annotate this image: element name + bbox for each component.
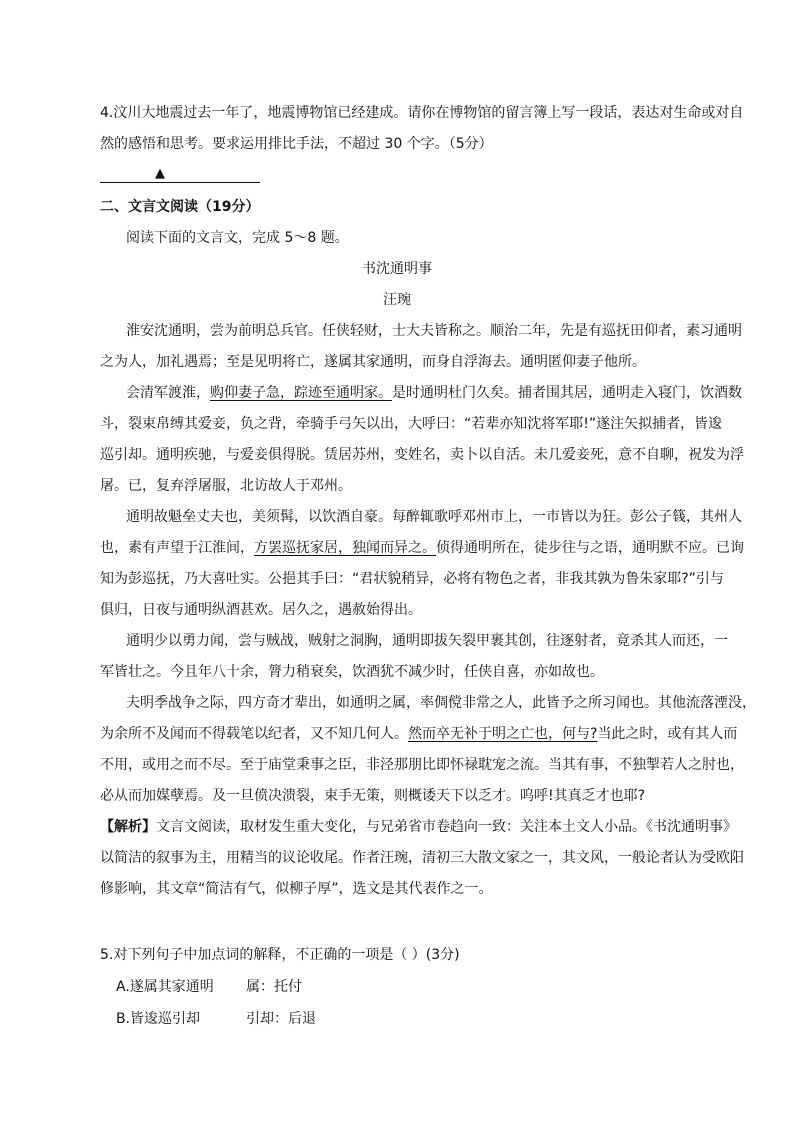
q4-line-1: 4.汶川大地震过去一年了，地震博物馆已经建成。请你在博物馆的留言簿上写一段话，表达对生命或对自 (100, 105, 744, 121)
section-heading: 二、文言文阅读（19分） (100, 199, 260, 215)
passage-title: 书沈通明事 (362, 261, 432, 277)
p1-line-2: 之为人，加礼遇焉；至是见明将亡，遂属其家通明，而身自浮海去。通明匿仰妻子他所。 (100, 354, 646, 370)
p2-line-1 (126, 383, 742, 403)
analysis-line-3: 修影响，其文章“简洁有气，似柳子厚”，选文是其代表作之一。 (100, 881, 493, 897)
p3-line-2 (100, 538, 744, 558)
answer-triangle-icon: ▲ (155, 166, 165, 181)
analysis-line-1 (100, 817, 737, 837)
analysis-tag: 【解析】 (100, 819, 156, 835)
p2-l1-pre: 会清军渡淮， (126, 385, 210, 401)
p3-line-1: 通明故魁垒丈夫也，美须髯，以饮酒自豪。每醉辄歌呼邓州市上，一市皆以为狂。彭公子篯，其州人 (126, 509, 742, 525)
p2-l1-post: 是时通明杜门久矣。捕者围其居，通明走入寝门，饮酒数 (392, 385, 742, 401)
q5-option-b-label: B.皆逡巡引却 (116, 1011, 201, 1027)
p3-l2-post: 侦得通明所在，徒步往与之语，通明默不应。已询 (436, 540, 744, 556)
q5-option-b (116, 1009, 316, 1029)
p4-line-1: 通明少以勇力闻，尝与贼战，贼射之洞胸，通明即拔矢裂甲裹其创，往逐射者，竟杀其人而还，一 (126, 633, 728, 649)
p5-line-1: 夫明季战争之际，四方奇才辈出，如通明之属，率倜傥非常之人，此皆予之所习闻也。其他流落湮没， (126, 695, 756, 711)
p3-line-4: 俱归，日夜与通明纵酒甚欢。居久之，遇赦始得出。 (100, 602, 422, 618)
p5-l2-underlined: 然而卒无补于明之亡也，何与? (408, 726, 598, 742)
p2-line-2: 斗，裂束帛缚其爱妾，负之背，牵骑手弓矢以出，大呼曰：“若辈亦知沈将军耶!”遂注矢拟捕者，皆逡 (100, 416, 723, 432)
p3-line-3: 知为彭巡抚，乃大喜吐实。公挹其手曰：“君状貌稍异，必将有物色之者，非我其孰为鲁朱家耶?”引与 (100, 571, 724, 587)
q5-option-a-label: A.遂属其家通明 (116, 979, 214, 995)
p2-line-3: 巡引却。通明疾驰，与爱妾俱得脱。赁居苏州，变姓名，卖卜以自活。未几爱妾死，意不自聊，祝发为浮 (100, 447, 744, 463)
answer-blank-line (100, 182, 260, 183)
p5-line-3: 不用，或用之而不尽。至于庙堂秉事之臣，非泾那朋比即怀禄耽宠之流。当其有事，不独掣若人之肘也， (100, 757, 744, 773)
q4-line-2: 然的感悟和思考。要求运用排比手法，不超过 30 个字。（5分） (100, 136, 493, 152)
p2-line-4: 屠。已，复弃浮屠服，北访故人于邓州。 (100, 478, 352, 494)
analysis-text-1: 文言文阅读，取材发生重大变化，与兄弟省市卷趋向一致：关注本土文人小品。《书沈通明事》 (156, 819, 737, 835)
p5-l2-pre: 为余所不及闻而不得载笔以纪者，又不知几何人。 (100, 726, 408, 742)
p2-l1-underlined: 购仰妻子急，踪迹至通明家。 (210, 385, 392, 401)
p4-line-2: 军皆壮之。今且年八十余，膂力稍衰矣，饮酒犹不减少时，任侠自喜，亦如故也。 (100, 664, 604, 680)
p5-l2-post: 当此之时，或有其人而 (597, 726, 738, 742)
q5-option-a (116, 977, 302, 997)
q5-option-a-explain: 属：托付 (246, 979, 302, 995)
q5-stem: 5.对下列句子中加点词的解释，不正确的一项是（ ）(3分) (100, 947, 460, 963)
section-instruction: 阅读下面的文言文，完成 5～8 题。 (126, 230, 349, 246)
passage-author: 汪琬 (383, 292, 411, 308)
q5-option-b-explain: 引却：后退 (246, 1011, 316, 1027)
p5-line-4: 必从而加媒孽焉。及一旦偾决溃裂，束手无策，则概诿天下以乏才。呜呼!其真乏才也耶? (100, 788, 646, 804)
p5-line-2 (100, 724, 737, 744)
p3-l2-underlined: 方罢巡抚家居，独闻而异之。 (254, 540, 436, 556)
p3-l2-pre: 也，素有声望于江淮间， (100, 540, 254, 556)
analysis-line-2: 以简洁的叙事为主，用精当的议论收尾。作者汪琬，清初三大散文家之一，其文风，一般论者认为受欧阳 (100, 850, 744, 866)
p1-line-1: 淮安沈通明，尝为前明总兵官。任侠轻财，士大夫皆称之。顺治二年，先是有巡抚田仰者，素习通明 (126, 323, 742, 339)
